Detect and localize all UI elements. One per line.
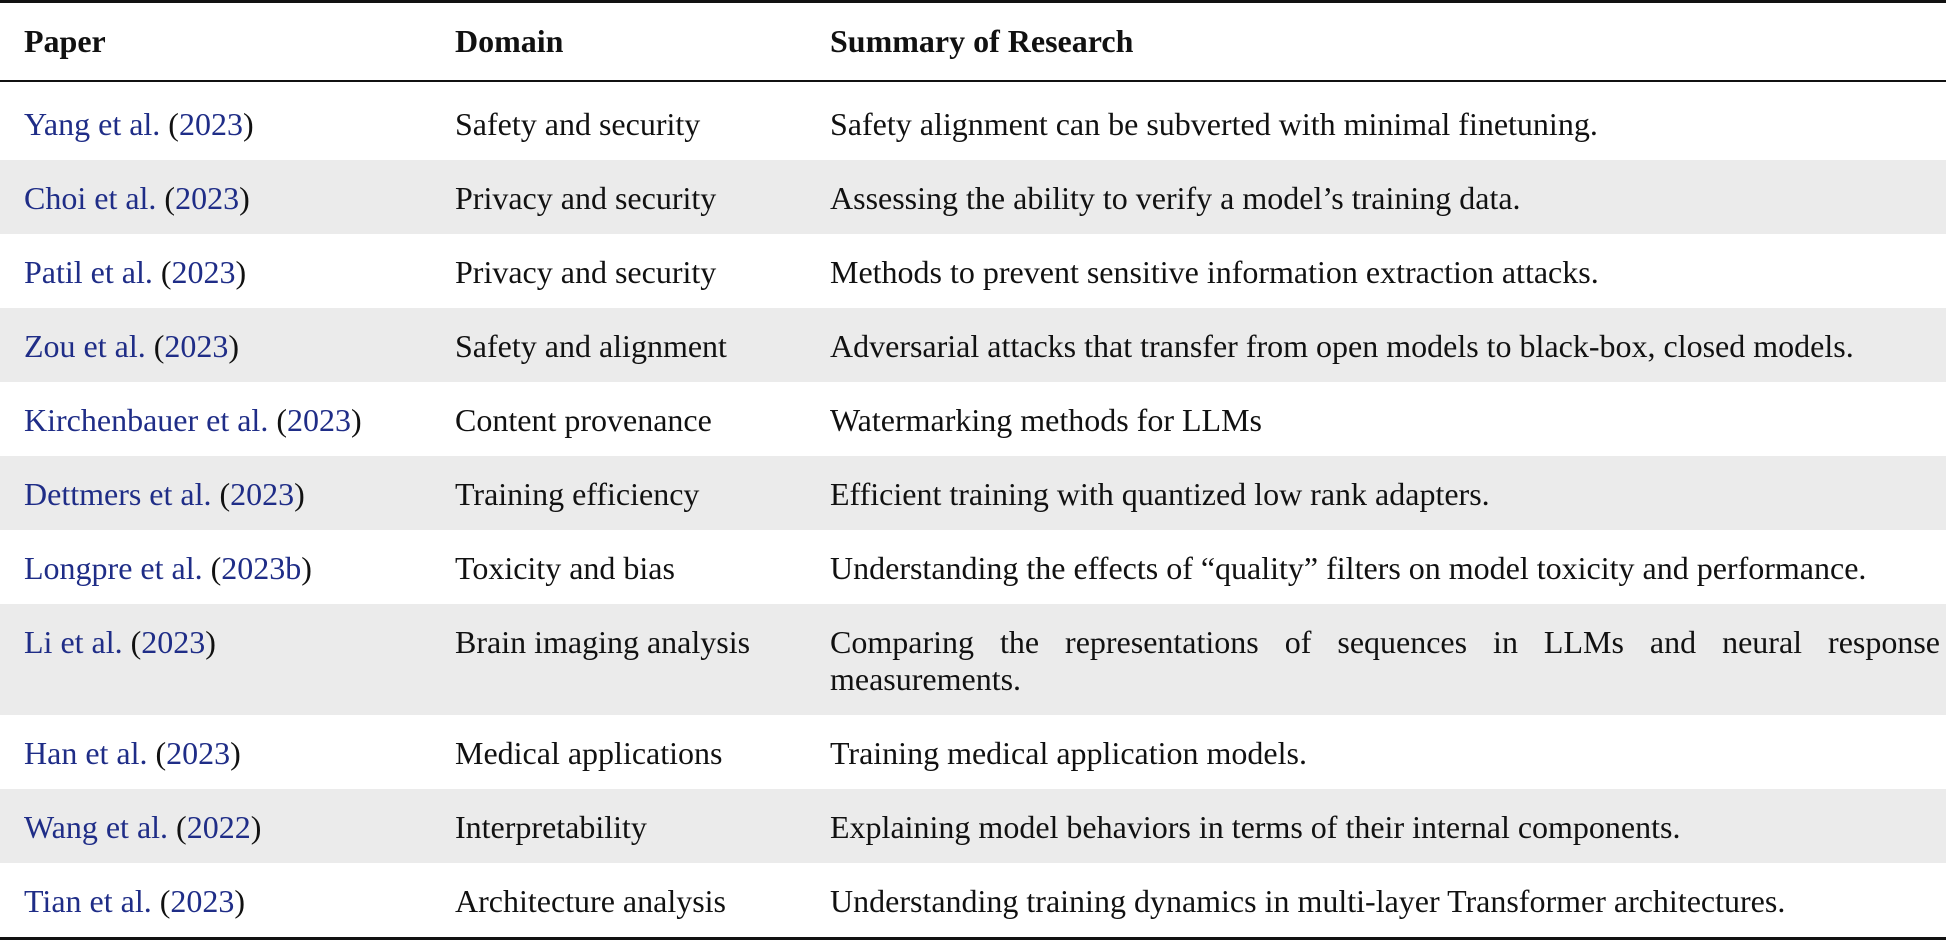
table-body <box>0 81 1946 939</box>
table-row <box>0 530 1946 604</box>
citation-year-link[interactable]: 2023 <box>178 106 243 142</box>
summary-cell: Training medical application models. <box>830 735 1307 771</box>
summary-cell: Methods to prevent sensitive information extraction attacks. <box>830 254 1599 290</box>
table-row <box>0 308 1946 382</box>
citation-year-link[interactable]: 2023 <box>171 254 236 290</box>
table-row <box>0 863 1946 939</box>
citation-year-link[interactable]: 2023 <box>286 402 351 438</box>
domain-cell: Medical applications <box>455 735 723 771</box>
citation-year-link[interactable]: 2023 <box>175 180 240 216</box>
header-row <box>0 2 1946 82</box>
summary-cell: Comparing the representations of sequences in LLMs and neural response measurements. <box>830 604 1946 715</box>
table-row <box>0 81 1946 160</box>
header-domain: Domain <box>455 23 564 59</box>
table-row <box>0 160 1946 234</box>
citation-author-link[interactable]: Han et al. <box>24 735 148 771</box>
paper-cell: Longpre et al. (2023b) <box>24 550 312 586</box>
summary-cell: Adversarial attacks that transfer from open models to black-box, closed models. <box>830 308 1946 382</box>
paper-cell: Han et al. (2023) <box>24 735 241 771</box>
citation-author-link[interactable]: Li et al. <box>24 624 123 660</box>
table-row <box>0 604 1946 715</box>
citation-year-link[interactable]: 2023 <box>164 328 229 364</box>
domain-cell: Training efficiency <box>455 456 830 530</box>
citation-author-link[interactable]: Tian et al. <box>24 883 152 919</box>
domain-cell: Content provenance <box>455 402 712 438</box>
citation-year-link[interactable]: 2023 <box>170 883 235 919</box>
citation-author-link[interactable]: Wang et al. <box>24 809 169 845</box>
citation-author-link[interactable]: Yang et al. <box>24 106 161 142</box>
summary-cell: Assessing the ability to verify a model’s training data. <box>830 160 1946 234</box>
citation-year-link[interactable]: 2023 <box>166 735 231 771</box>
citation-year-link[interactable]: 2022 <box>186 809 251 845</box>
paper-cell: Tian et al. (2023) <box>24 883 246 919</box>
citation-author-link[interactable]: Dettmers et al. <box>24 476 212 512</box>
paper-cell: Kirchenbauer et al. (2023) <box>24 402 362 438</box>
table-header <box>0 2 1946 82</box>
table-row <box>0 715 1946 789</box>
table-row <box>0 234 1946 308</box>
domain-cell: Interpretability <box>455 789 830 863</box>
domain-cell: Safety and security <box>455 106 701 142</box>
table-row <box>0 789 1946 863</box>
citation-author-link[interactable]: Choi et al. <box>24 180 157 216</box>
citation-author-link[interactable]: Zou et al. <box>24 328 146 364</box>
paper-cell: Dettmers et al. (2023) <box>0 456 455 530</box>
domain-cell: Privacy and security <box>455 254 717 290</box>
domain-cell: Privacy and security <box>455 160 830 234</box>
citation-author-link[interactable]: Patil et al. <box>24 254 153 290</box>
citation-year-link[interactable]: 2023b <box>221 550 302 586</box>
table-row <box>0 456 1946 530</box>
paper-cell: Zou et al. (2023) <box>0 308 455 382</box>
citation-author-link[interactable]: Longpre et al. <box>24 550 203 586</box>
table-row <box>0 382 1946 456</box>
paper-cell: Yang et al. (2023) <box>24 106 254 142</box>
summary-cell: Watermarking methods for LLMs <box>830 402 1262 438</box>
paper-cell: Wang et al. (2022) <box>0 789 455 863</box>
domain-cell: Architecture analysis <box>455 883 726 919</box>
paper-cell: Li et al. (2023) <box>0 604 455 715</box>
summary-cell: Efficient training with quantized low rank adapters. <box>830 456 1946 530</box>
summary-cell: Explaining model behaviors in terms of their internal components. <box>830 789 1946 863</box>
domain-cell: Toxicity and bias <box>455 550 675 586</box>
domain-cell: Brain imaging analysis <box>455 604 830 715</box>
header-paper: Paper <box>24 23 106 59</box>
paper-cell: Patil et al. (2023) <box>24 254 247 290</box>
header-summary: Summary of Research <box>830 23 1134 59</box>
summary-cell: Understanding the effects of “quality” filters on model toxicity and performance. <box>830 550 1867 586</box>
domain-cell: Safety and alignment <box>455 308 830 382</box>
summary-cell: Understanding training dynamics in multi-layer Transformer architectures. <box>830 883 1786 919</box>
citation-author-link[interactable]: Kirchenbauer et al. <box>24 402 269 438</box>
summary-cell: Safety alignment can be subverted with minimal finetuning. <box>830 106 1598 142</box>
citation-year-link[interactable]: 2023 <box>141 624 206 660</box>
citation-year-link[interactable]: 2023 <box>230 476 295 512</box>
paper-cell: Choi et al. (2023) <box>0 160 455 234</box>
